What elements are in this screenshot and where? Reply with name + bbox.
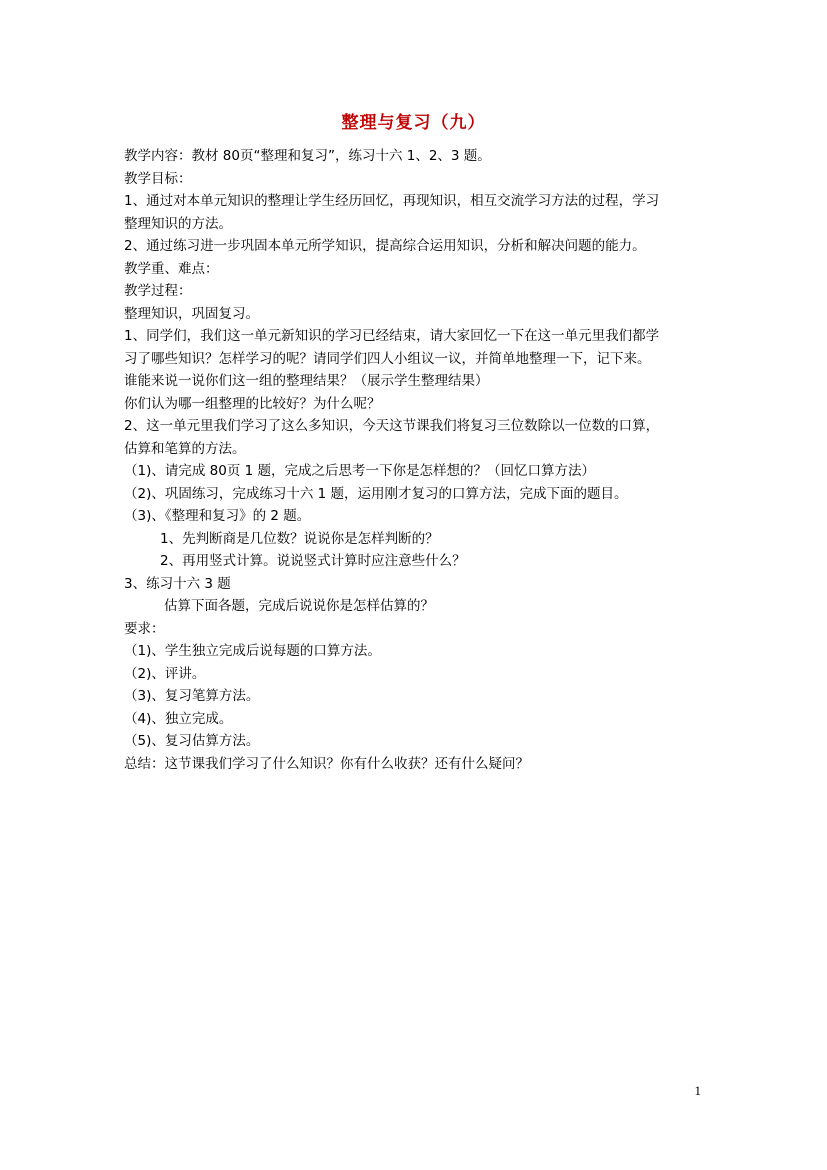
teaching-objectives-heading: 教学目标： bbox=[124, 170, 192, 187]
requirement-item-2: （2)、评讲。 bbox=[124, 665, 206, 682]
document-body bbox=[124, 145, 714, 775]
requirement-item-4: （4)、独立完成。 bbox=[124, 710, 233, 727]
process-step-3-line: 3、练习十六 3 题 bbox=[124, 575, 231, 592]
requirement-item-3: （3)、复习笔算方法。 bbox=[124, 688, 260, 704]
page-number: 1 bbox=[694, 1083, 701, 1098]
summary-line: 总结：这节课我们学习了什么知识？你有什么收获？还有什么疑问？ bbox=[124, 755, 529, 772]
exercise-substep-1: 1、先判断商是几位数？说说你是怎样判断的？ bbox=[160, 530, 439, 547]
exercise-item-3: （3)、《整理和复习》的 2 题。 bbox=[124, 508, 311, 524]
requirement-item-1: （1)、学生独立完成后说每题的口算方法。 bbox=[124, 643, 381, 659]
requirement-item-5: （5)、复习估算方法。 bbox=[124, 733, 260, 749]
estimation-instruction: 估算下面各题，完成后说说你是怎样估算的？ bbox=[164, 598, 434, 614]
document-title: 整理与复习（九） bbox=[341, 113, 486, 133]
review-section-heading: 整理知识，巩固复习。 bbox=[124, 305, 259, 322]
teaching-process-heading: 教学过程： bbox=[124, 283, 192, 299]
process-step-1-line-4: 你们认为哪一组整理的比较好？为什么呢？ bbox=[124, 395, 381, 412]
objective-1-line-2: 整理知识的方法。 bbox=[124, 215, 232, 232]
exercise-item-2: （2)、巩固练习，完成练习十六 1 题，运用刚才复习的口算方法，完成下面的题目。 bbox=[124, 485, 628, 502]
teaching-content-line: 教学内容：教材 80页“整理和复习”，练习十六 1、2、3 题。 bbox=[124, 148, 491, 164]
process-step-2-line-2: 估算和笔算的方法。 bbox=[124, 440, 246, 457]
process-step-1-line-2: 习了哪些知识？怎样学习的呢？请同学们四人小组议一议，并简单地整理一下，记下来。 bbox=[124, 350, 651, 367]
process-step-2-line-1: 2、这一单元里我们学习了这么多知识，今天这节课我们将复习三位数除以一位数的口算， bbox=[124, 418, 660, 434]
exercise-substep-2: 2、再用竖式计算。说说竖式计算时应注意些什么？ bbox=[160, 553, 466, 569]
process-step-1-line-3: 谁能来说一说你们这一组的整理结果？（展示学生整理结果） bbox=[124, 373, 489, 389]
process-step-1-line-1: 1、同学们，我们这一单元新知识的学习已经结束，请大家回忆一下在这一单元里我们都学 bbox=[124, 328, 660, 344]
objective-2-line: 2、通过练习进一步巩固本单元所学知识，提高综合运用知识，分析和解决问题的能力。 bbox=[124, 238, 646, 254]
objective-1-line-1: 1、通过对本单元知识的整理让学生经历回忆，再现知识，相互交流学习方法的过程，学习 bbox=[124, 193, 660, 209]
requirements-heading: 要求： bbox=[124, 620, 165, 637]
key-points-heading: 教学重、难点： bbox=[124, 260, 219, 277]
exercise-item-1: （1)、请完成 80页 1 题，完成之后思考一下你是怎样想的？（回忆口算方法） bbox=[124, 463, 595, 479]
